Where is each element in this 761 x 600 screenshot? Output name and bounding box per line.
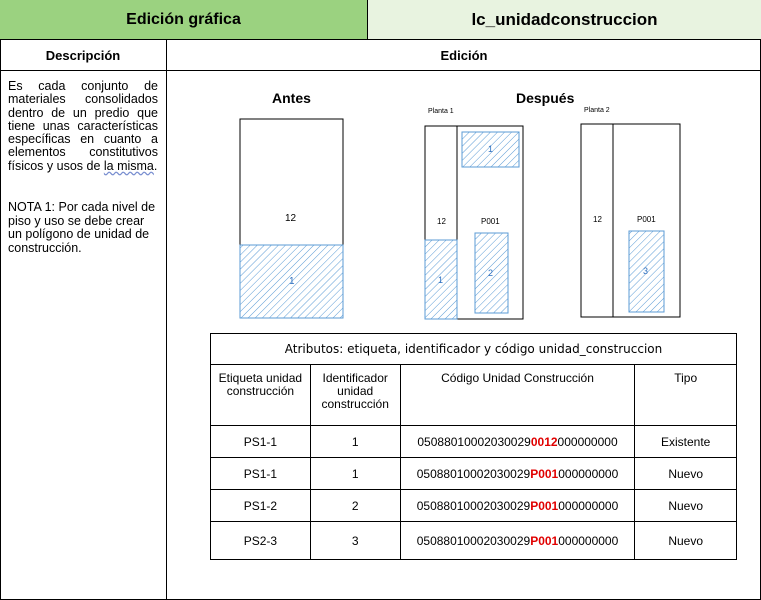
- code-suffix: 000000000: [557, 434, 618, 449]
- code-highlight: 0012: [530, 434, 558, 449]
- header-identificador: Identificador unidad construcción: [310, 365, 400, 426]
- cell-type: Nuevo: [635, 458, 737, 490]
- code-prefix: 05088010002030029: [416, 498, 531, 513]
- cell-code: [400, 458, 635, 490]
- header-edicion-grafica: Edición gráfica: [0, 0, 368, 40]
- description-period: .: [153, 158, 158, 173]
- floor2-p001-label: P001: [637, 215, 656, 224]
- before-title: Antes: [272, 90, 311, 106]
- attributes-table: [210, 333, 737, 560]
- cell-code: [400, 490, 635, 522]
- header-codigo: Código Unidad Construcción: [400, 365, 635, 426]
- cell-id: 3: [310, 522, 400, 560]
- description-body: Es cada conjunto de materiales consolidados dentro de un predio que tiene unas características específicas en cuanto a elementos constitutivos físicos y usos de: [8, 79, 158, 173]
- floor2-unit-number: 3: [643, 266, 649, 276]
- before-unit-number: 1: [289, 276, 295, 287]
- cell-code: [400, 426, 635, 458]
- description-note: NOTA 1: Por cada nivel de piso y uso se debe crear un polígono de unidad de construcción.: [8, 200, 156, 255]
- code-highlight: P001: [530, 498, 559, 513]
- code-suffix: 000000000: [558, 466, 619, 481]
- floor1-label: Planta 1: [428, 108, 454, 115]
- code-prefix: 05088010002030029: [417, 434, 531, 449]
- cell-code: [400, 522, 635, 560]
- table-header-row: [211, 365, 737, 426]
- floor2-parcel-number: 12: [593, 215, 602, 224]
- cell-label: PS1-1: [211, 458, 311, 490]
- table-row: [211, 458, 737, 490]
- cell-id: 1: [310, 458, 400, 490]
- cell-type: Nuevo: [635, 522, 737, 560]
- floor1-unit-top-number: 1: [488, 144, 494, 154]
- cell-id: 2: [310, 490, 400, 522]
- description-underlined: la misma: [103, 158, 154, 173]
- code-prefix: 05088010002030029: [416, 466, 531, 481]
- floor1-p001-label: P001: [481, 217, 500, 226]
- cell-label: PS1-1: [211, 426, 311, 458]
- code-highlight: P001: [530, 466, 559, 481]
- table-row: [211, 426, 737, 458]
- code-suffix: 000000000: [558, 533, 619, 548]
- header-tipo: Tipo: [635, 365, 737, 426]
- floor2-label: Planta 2: [584, 107, 610, 114]
- cell-label: PS2-3: [211, 522, 311, 560]
- cell-id: 1: [310, 426, 400, 458]
- code-suffix: 000000000: [558, 498, 619, 513]
- cell-label: PS1-2: [211, 490, 311, 522]
- header-layer-name: lc_unidadconstruccion: [368, 0, 761, 40]
- after-title: Después: [516, 90, 575, 106]
- code-prefix: 05088010002030029: [416, 533, 531, 548]
- floor1-unit-b-number: 2: [488, 268, 494, 278]
- before-parcel-number: 12: [285, 213, 297, 224]
- table-row: [211, 522, 737, 560]
- cell-type: Existente: [635, 426, 737, 458]
- subheader-descripcion: Descripción: [0, 40, 167, 71]
- subheader-edicion: Edición: [167, 40, 761, 71]
- cell-type: Nuevo: [635, 490, 737, 522]
- code-highlight: P001: [530, 533, 559, 548]
- floor1-parcel-number: 12: [437, 217, 446, 226]
- table-row: [211, 490, 737, 522]
- header-etiqueta: Etiqueta unidad construcción: [211, 365, 311, 426]
- floor1-unit-a-number: 1: [438, 275, 444, 285]
- table-caption: Atributos: etiqueta, identificador y código unidad_construccion: [211, 334, 737, 365]
